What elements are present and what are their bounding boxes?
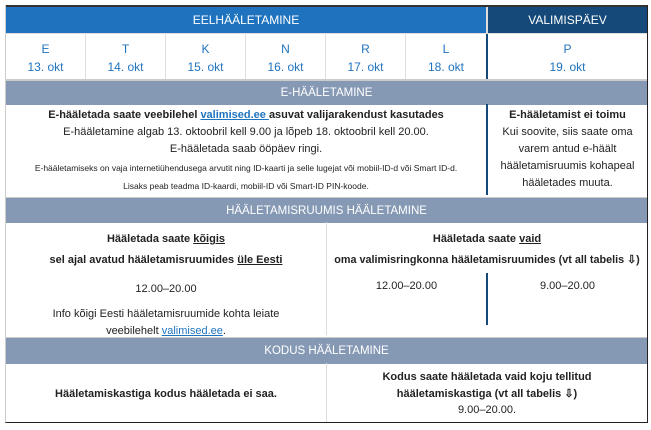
rooms-left-l1-u: kõigis xyxy=(193,233,225,245)
day-cell xyxy=(6,34,86,79)
evoting-info xyxy=(6,107,486,194)
home-right-l2: hääletamiskastiga (vt all tabelis ⇩) xyxy=(396,388,578,400)
evoting-line4: E-hääletamiseks on vaja internetiühendusega arvutit ning ID-kaarti ja selle lugejat või mobiil-ID-d või Smart ID-d. xyxy=(34,163,458,173)
voting-schedule-table xyxy=(5,5,648,423)
rooms-left-l1 xyxy=(6,231,326,248)
rooms-left-l2-text: sel ajal avatud hääletamisruumides xyxy=(49,254,238,266)
day-letter: L xyxy=(442,42,450,56)
evoting-election-day xyxy=(488,107,647,192)
election-day-divider xyxy=(486,34,488,79)
header-pre-voting: EELHÄÄLETAMINE xyxy=(6,7,486,33)
rooms-left-info: Info kõigi Eesti hääletamisruumide kohta leiate xyxy=(52,308,280,320)
day-date: 17. okt xyxy=(347,60,384,74)
rooms-right-l1-text: Hääletada saate xyxy=(432,233,520,245)
day-letter: R xyxy=(361,42,370,56)
rooms-left-info-end: . xyxy=(222,325,226,337)
day-date: 16. okt xyxy=(267,60,304,74)
rooms-right xyxy=(327,231,647,269)
evoting-line1-end: asuvat valijarakendust kasutades xyxy=(268,109,444,121)
day-date: 14. okt xyxy=(107,60,144,74)
day-date: 13. okt xyxy=(27,60,64,74)
section-evoting: E-HÄÄLETAMINE xyxy=(6,80,647,105)
day-date: 19. okt xyxy=(549,60,586,74)
day-cell xyxy=(86,34,166,79)
section-home: KODUS HÄÄLETAMINE xyxy=(6,337,647,364)
day-cell xyxy=(166,34,246,79)
day-date: 15. okt xyxy=(187,60,224,74)
day-cell xyxy=(406,34,486,79)
rooms-left-l2 xyxy=(6,252,326,269)
evoting-line3: E-hääletada saab ööpäev ringi. xyxy=(169,143,323,155)
rooms-left-l1-text: Hääletada saate xyxy=(106,233,194,245)
day-cell-election xyxy=(488,34,647,79)
home-right xyxy=(327,369,647,417)
day-letter: P xyxy=(563,42,572,56)
rooms-right-l1-u: vaid xyxy=(519,233,542,245)
home-left: Hääletamiskastiga kodus hääletada ei saa. xyxy=(55,388,277,400)
rooms-left-info2-text: veebilehelt xyxy=(106,325,162,337)
evoting-line1-text: E-hääletada saate veebilehel xyxy=(48,109,201,121)
section-rooms: HÄÄLETAMISRUUMIS HÄÄLETAMINE xyxy=(6,197,647,223)
header-election-day: VALIMISPÄEV xyxy=(488,7,647,33)
rooms-left xyxy=(6,231,326,340)
evoting-line2: E-hääletamine algab 13. oktoobril kell 9.00 ja lõpeb 18. oktoobril kell 20.00. xyxy=(63,126,429,138)
evoting-line1 xyxy=(6,107,486,124)
day-letter: T xyxy=(121,42,130,56)
home-right-l1: Kodus saate hääletada vaid koju tellitud xyxy=(382,371,592,383)
rooms-right-l1 xyxy=(327,231,647,248)
day-letter: E xyxy=(41,42,50,56)
rooms-right-time1: 12.00–20.00 xyxy=(375,280,438,292)
rooms-left-l2-u: üle Eesti xyxy=(237,254,283,266)
evoting-eday-title: E-hääletamist ei toimu xyxy=(509,109,626,121)
day-date: 18. okt xyxy=(427,60,465,74)
evoting-line5: Lisaks peab teadma ID-kaardi, mobiil-ID või Smart-ID PIN-koode. xyxy=(123,181,369,191)
home-right-time: 9.00–20.00. xyxy=(457,404,517,416)
rooms-right-time2: 9.00–20.00 xyxy=(539,280,596,292)
day-letter: N xyxy=(281,42,290,56)
valimised-link[interactable]: valimised.ee xyxy=(161,325,223,337)
day-letter: K xyxy=(201,42,210,56)
evoting-eday-text: Kui soovite, siis saate oma varem antud e-häält hääletamisruumis kohapeal hääletades muuta. xyxy=(500,126,635,189)
day-cell xyxy=(246,34,326,79)
valimised-link[interactable]: valimised.ee xyxy=(200,109,269,121)
rooms-right-l2: oma valimisringkonna hääletamisruumides (vt all tabelis ⇩) xyxy=(334,254,640,266)
rooms-left-time: 12.00–20.00 xyxy=(135,283,197,295)
days-row xyxy=(6,33,647,80)
day-cell xyxy=(326,34,406,79)
